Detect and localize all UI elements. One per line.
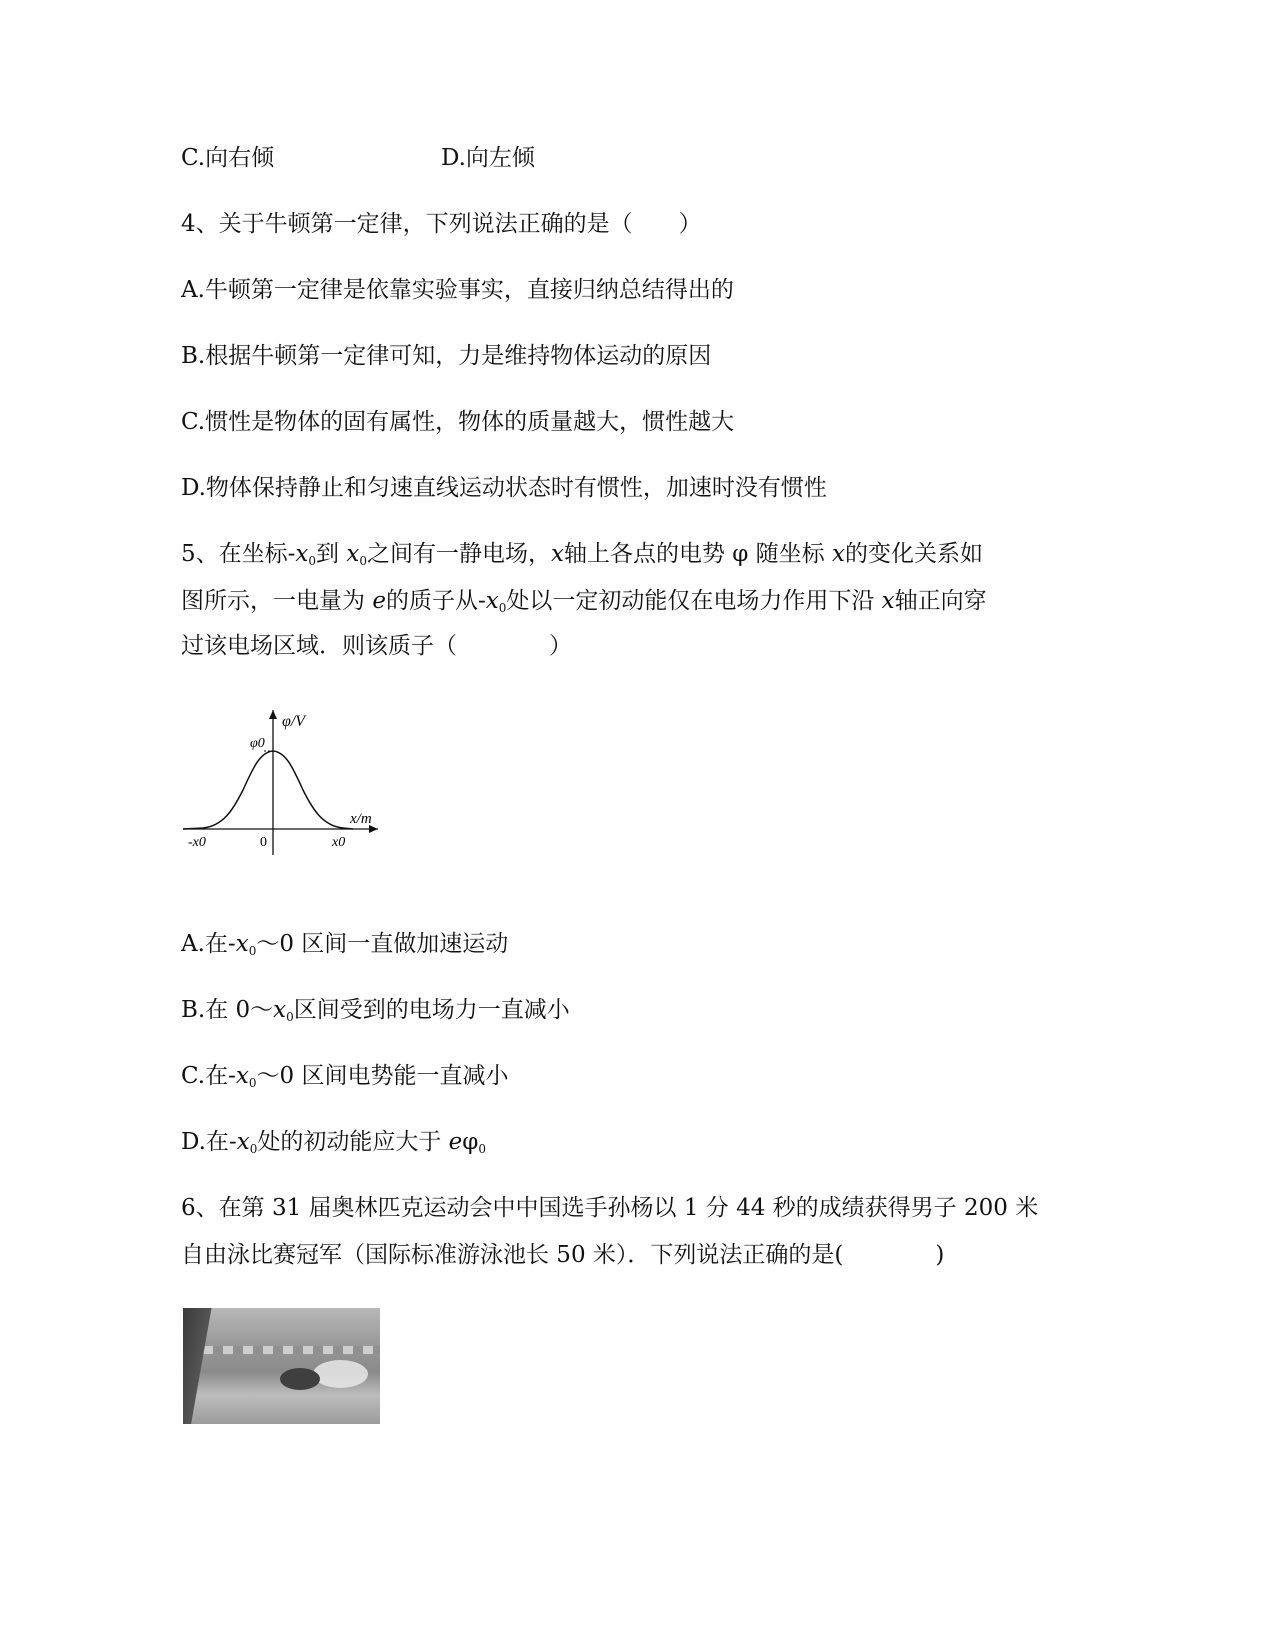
q5-var-x: x (550, 541, 564, 567)
q5-sub-0: 0 (308, 554, 317, 568)
starting-block (183, 1308, 233, 1424)
q5-var-phi: φ (462, 1129, 479, 1155)
q5-var-x: x (881, 588, 895, 614)
x0-label: x0 (332, 835, 346, 850)
q5-sub-0: 0 (248, 1076, 257, 1090)
q5-text: 轴上各点的电势 φ 随坐标 (563, 541, 832, 567)
q5-stem-line-3: 过该电场区域．则该质子（ ） (181, 633, 572, 659)
q5-text: D.在- (181, 1129, 237, 1155)
q5-text: 图所示，一电量为 (181, 588, 373, 614)
q5-var-e: e (448, 1129, 463, 1155)
q5-text: 轴正向穿 (894, 588, 987, 614)
q3-option-d: D.向左倾 (441, 145, 535, 171)
q5-stem-line-2 (181, 586, 987, 623)
q5-text: 到 (316, 541, 347, 567)
phi0-label: φ0 (250, 736, 265, 751)
q5-text: C.在- (181, 1063, 236, 1089)
swimmer-head (280, 1368, 320, 1390)
q5-option-b (181, 995, 570, 1032)
q3-option-c: C.向右倾 (181, 145, 275, 171)
q5-text: 处的初动能应大于 (257, 1129, 449, 1155)
q5-sub-0: 0 (478, 1142, 487, 1156)
q5-var-x: x (235, 931, 249, 957)
q4-option-b: B.根据牛顿第一定律可知，力是维持物体运动的原因 (181, 343, 712, 369)
q5-sub-0: 0 (248, 944, 257, 958)
q5-var-x: x (832, 541, 845, 567)
q5-text: 5、在坐标- (181, 541, 296, 567)
q5-stem-line-1 (181, 539, 983, 576)
q5-text: A.在- (181, 931, 236, 957)
y-axis-arrow-icon (269, 710, 277, 719)
q5-var-x: x (236, 1129, 250, 1155)
x-axis-label: x/m (350, 811, 372, 827)
q5-text: ～0 区间一直做加速运动 (256, 931, 509, 957)
q4-option-a: A.牛顿第一定律是依靠实验事实，直接归纳总结得出的 (181, 277, 734, 303)
q5-var-x: x (235, 1063, 249, 1089)
q4-option-d: D.物体保持静止和匀速直线运动状态时有惯性，加速时没有惯性 (181, 475, 827, 501)
q5-sub-0: 0 (286, 1010, 294, 1024)
q5-sub-0: 0 (249, 1142, 258, 1156)
q4-stem: 4、关于牛顿第一定律，下列说法正确的是（ ） (181, 211, 702, 237)
q5-option-c (181, 1061, 508, 1098)
q3-option-c-row (181, 143, 535, 173)
q5-var-x: x (346, 541, 360, 567)
q6-stem-line-1: 6、在第 31 届奥林匹克运动会中中国选手孙杨以 1 分 44 秒的成绩获得男子 200 米 (181, 1195, 1039, 1221)
q5-text: 区间受到的电场力一直减小 (293, 997, 570, 1023)
q5-text: 的变化关系如 (844, 541, 983, 567)
q5-text: 的质子从- (385, 588, 486, 614)
q5-sub-0: 0 (498, 601, 507, 615)
q5-var-x: x (295, 541, 309, 567)
q5-sub-0: 0 (359, 554, 367, 568)
q4-option-c: C.惯性是物体的固有属性，物体的质量越大，惯性越大 (181, 409, 735, 435)
q5-text: B.在 0～ (181, 997, 274, 1023)
q5-var-x: x (273, 997, 287, 1023)
swimmer-photo (183, 1308, 380, 1424)
q5-option-d (181, 1127, 486, 1164)
q6-stem-line-2: 自由泳比赛冠军（国际标准游泳池长 50 米）．下列说法正确的是( ) (181, 1242, 945, 1268)
q5-potential-graph (178, 700, 388, 860)
neg-x0-label: -x0 (188, 835, 206, 850)
potential-curve (183, 751, 353, 829)
y-axis-label: φ/V (282, 713, 306, 730)
q5-text: 处以一定初动能仅在电场力作用下沿 (506, 588, 882, 614)
q5-var-x: x (485, 588, 499, 614)
q5-var-e: e (372, 588, 386, 614)
q5-text: ～0 区间电势能一直减小 (256, 1063, 509, 1089)
q5-text: 之间有一静电场， (366, 541, 551, 567)
origin-label: 0 (260, 835, 267, 850)
q5-option-a (181, 929, 508, 966)
water-splash (313, 1360, 368, 1388)
